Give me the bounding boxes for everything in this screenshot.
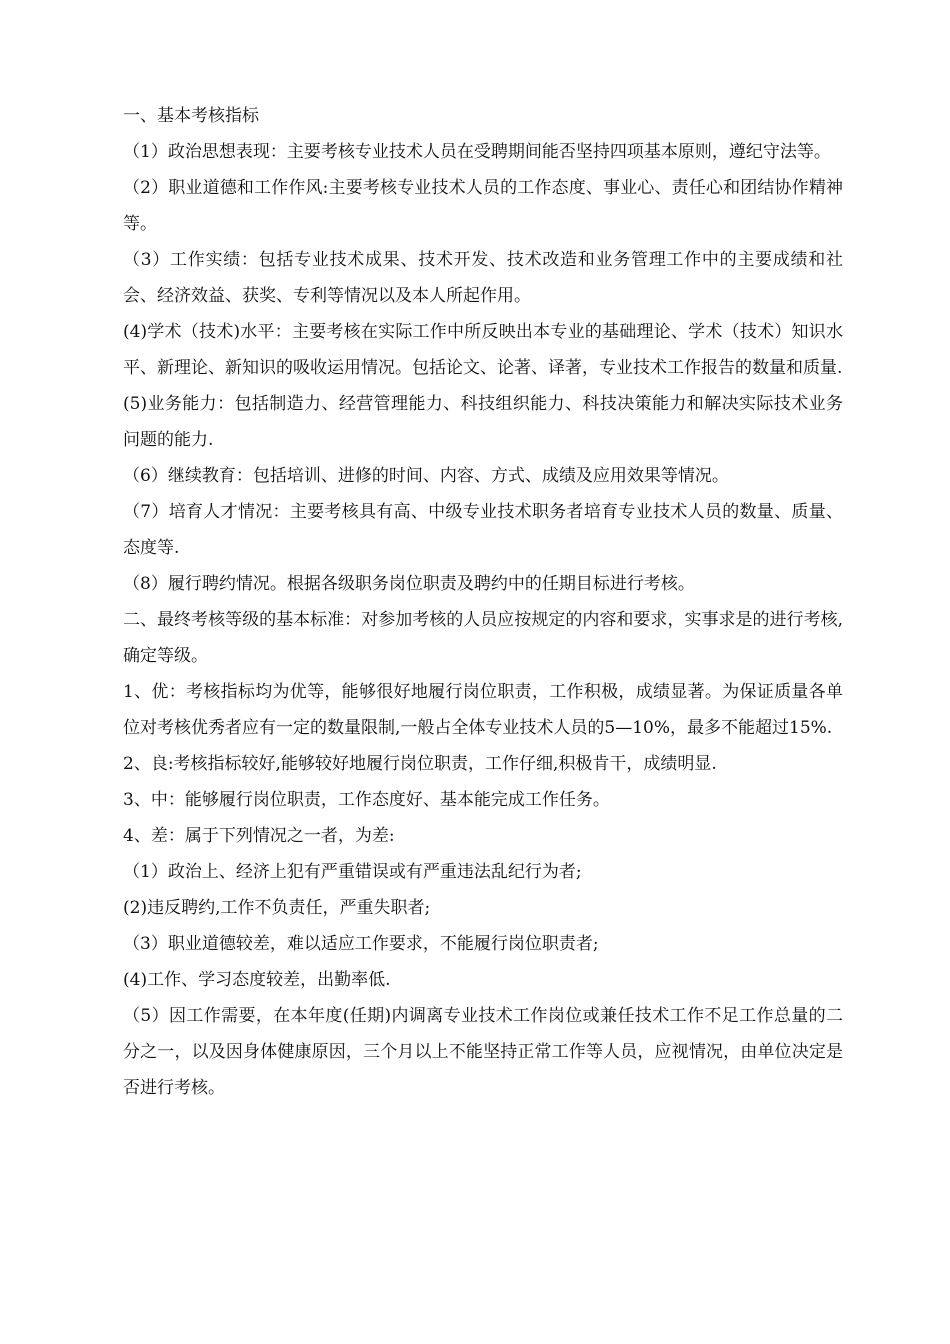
paragraph-talent-cultivation: （7）培育人才情况：主要考核具有高、中级专业技术职务者培育专业技术人员的数量、质量、态度等. — [123, 502, 843, 558]
paragraph-poor-case-4: (4)工作、学习态度较差，出勤率低. — [123, 970, 391, 990]
section-heading-grade-standards: 二、最终考核等级的基本标准：对参加考核的人员应按规定的内容和要求，实事求是的进行考核,确定等级。 — [123, 610, 843, 666]
document-body — [123, 98, 843, 1106]
section-heading-basic-indicators: 一、基本考核指标 — [123, 106, 259, 126]
paragraph-poor-case-5: （5）因工作需要，在本年度(任期)内调离专业技术工作岗位或兼任技术工作不足工作总量的二分之一，以及因身体健康原因，三个月以上不能坚持正常工作等人员，应视情况，由单位决定是否进行考核。 — [123, 1006, 843, 1098]
paragraph-business-ability: (5)业务能力：包括制造力、经营管理能力、科技组织能力、科技决策能力和解决实际技术业务问题的能力. — [123, 394, 843, 450]
paragraph-grade-excellent: 1、优：考核指标均为优等，能够很好地履行岗位职责，工作积极，成绩显著。为保证质量各单位对考核优秀者应有一定的数量限制,一般占全体专业技术人员的5—10%，最多不能超过15%. — [123, 682, 843, 738]
paragraph-political-performance: （1）政治思想表现：主要考核专业技术人员在受聘期间能否坚持四项基本原则，遵纪守法等。 — [123, 142, 831, 162]
paragraph-work-achievements: （3）工作实绩：包括专业技术成果、技术开发、技术改造和业务管理工作中的主要成绩和社会、经济效益、获奖、专利等情况以及本人所起作用。 — [123, 250, 843, 306]
paragraph-poor-case-2: (2)违反聘约,工作不负责任，严重失职者; — [123, 898, 431, 918]
paragraph-continuing-education: （6）继续教育：包括培训、进修的时间、内容、方式、成绩及应用效果等情况。 — [123, 466, 729, 486]
paragraph-grade-average: 3、中：能够履行岗位职责，工作态度好、基本能完成工作任务。 — [123, 790, 610, 810]
paragraph-grade-good: 2、良:考核指标较好,能够较好地履行岗位职责，工作仔细,积极肯干，成绩明显. — [123, 754, 717, 774]
paragraph-professional-ethics: （2）职业道德和工作作风:主要考核专业技术人员的工作态度、事业心、责任心和团结协作精神等。 — [123, 178, 843, 234]
paragraph-poor-case-1: （1）政治上、经济上犯有严重错误或有严重违法乱纪行为者; — [123, 862, 582, 882]
paragraph-contract-fulfillment: （8）履行聘约情况。根据各级职务岗位职责及聘约中的任期目标进行考核。 — [123, 574, 695, 594]
paragraph-grade-poor: 4、差：属于下列情况之一者，为差: — [123, 826, 395, 846]
paragraph-poor-case-3: （3）职业道德较差，难以适应工作要求，不能履行岗位职责者; — [123, 934, 599, 954]
paragraph-academic-level: (4)学术（技术)水平：主要考核在实际工作中所反映出本专业的基础理论、学术（技术）知识水平、新理论、新知识的吸收运用情况。包括论文、论著、译著，专业技术工作报告的数量和质量. — [123, 322, 843, 378]
